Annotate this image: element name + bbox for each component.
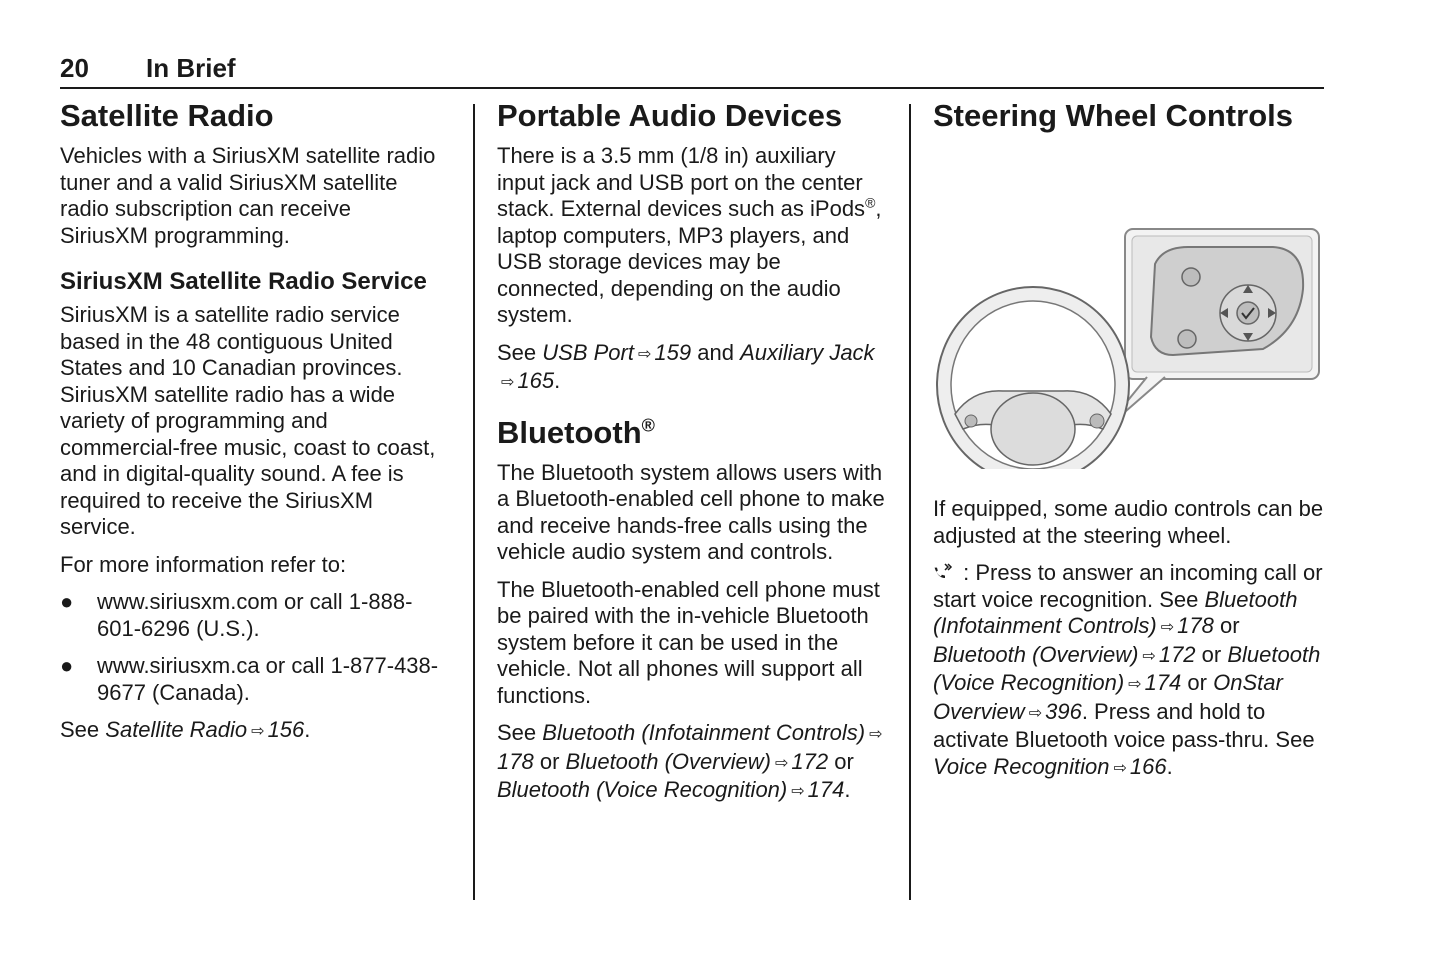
arrow-icon: ⇨ <box>1142 647 1156 665</box>
arrow-icon: ⇨ <box>869 726 883 743</box>
arrow-icon: ⇨ <box>1028 704 1043 722</box>
page-number: 20 <box>60 53 89 83</box>
column-divider <box>909 104 911 900</box>
heading-bluetooth: Bluetooth® <box>497 414 655 450</box>
check-icon <box>1237 302 1259 324</box>
reference-link[interactable]: Bluetooth (Infotainment Controls) <box>933 586 1298 638</box>
column-portable-audio <box>497 98 889 817</box>
paragraph: If equipped, some audio controls can be adjusted at the steering wheel. <box>933 496 1324 548</box>
bullet-icon: ● <box>60 653 74 678</box>
subheading-siriusxm-service: SiriusXM Satellite Radio Service <box>60 268 427 295</box>
arrow-icon: ⇨ <box>1160 619 1175 636</box>
page-ref[interactable]: 172 <box>791 748 829 774</box>
column-divider <box>473 104 475 900</box>
reference-link[interactable]: Auxiliary Jack <box>740 339 875 365</box>
heading-steering-wheel-controls: Steering Wheel Controls <box>933 98 1293 133</box>
page-ref[interactable]: 172 <box>1158 641 1196 667</box>
arrow-icon: ⇨ <box>1113 759 1127 777</box>
cross-reference: See USB Port ⇨ 159 and Auxiliary Jack⇨ 165. <box>497 340 889 397</box>
cross-reference: See Bluetooth (Infotainment Controls) ⇨178 or Bluetooth (Overview) ⇨ 172 or Bluetooth (Voice Recognition) ⇨ 174. <box>497 720 889 806</box>
cross-reference: See Satellite Radio ⇨ 156. <box>60 717 445 746</box>
reference-link[interactable]: Bluetooth (Overview) <box>565 748 771 774</box>
list-item <box>60 653 445 706</box>
arrow-icon: ⇨ <box>501 374 515 391</box>
airbag-hub <box>991 393 1075 465</box>
column-steering-wheel <box>933 98 1328 793</box>
registered-mark: ® <box>641 415 655 436</box>
paragraph: For more information refer to: <box>60 551 347 577</box>
paragraph: The Bluetooth-enabled cell phone must be paired with the in-vehicle Bluetooth system before it can be used in the vehicle. Not all phones will support all functions. <box>497 576 880 708</box>
arrow-icon: ⇨ <box>637 345 652 363</box>
column-satellite-radio <box>60 98 445 757</box>
reference-link[interactable]: Satellite Radio <box>105 717 248 742</box>
section-title: In Brief <box>146 53 236 83</box>
page-ref[interactable]: 166 <box>1129 753 1167 779</box>
page-header <box>60 53 1324 89</box>
reference-link[interactable]: Bluetooth (Voice Recognition) <box>497 777 788 802</box>
reference-link[interactable]: Bluetooth (Infotainment Controls) <box>542 720 866 745</box>
list-item-text: www.siriusxm.com or call 1-888-601-6296 (U.S.). <box>97 589 413 641</box>
paragraph: There is a 3.5 mm (1/8 in) auxiliary input jack and USB port on the center stack. External devices such as iPods®, laptop computers, MP3 players, and USB storage devices may be connected, depending on the audio system. <box>497 143 882 327</box>
page-ref[interactable]: 178 <box>1177 613 1214 638</box>
paragraph: The Bluetooth system allows users with a Bluetooth-enabled cell phone to make and receive hands-free calls using the vehicle audio system and controls. <box>497 459 885 564</box>
voice-button-icon <box>1182 268 1200 286</box>
paragraph: Vehicles with a SiriusXM satellite radio tuner and a valid SiriusXM satellite radio subscription can receive SiriusXM programming. <box>60 143 436 248</box>
page-ref[interactable]: 159 <box>654 339 692 365</box>
bullet-icon: ● <box>60 589 74 614</box>
page-ref[interactable]: 174 <box>807 777 845 802</box>
page-ref[interactable]: 396 <box>1045 698 1082 724</box>
list-item-text: www.siriusxm.ca or call 1-877-438-9677 (Canada). <box>97 653 439 705</box>
reference-link[interactable]: Bluetooth (Voice Recognition) <box>933 641 1321 695</box>
page-ref[interactable]: 174 <box>1144 670 1182 695</box>
arrow-icon: ⇨ <box>1128 676 1142 693</box>
reference-link[interactable]: USB Port <box>542 339 634 365</box>
paragraph: : Press to answer an incoming call or start voice recognition. See Bluetooth (Infotainment Controls) ⇨ 178 or Bluetooth (Overview) ⇨ 172 or Bluetooth (Voice Recognition) ⇨ 174 or OnStar Overview ⇨ 396. Press and hold to activate Bluetooth voice pass-thru. See Voice Recognition ⇨ 166. <box>933 560 1328 782</box>
voice-call-icon <box>933 562 953 582</box>
arrow-icon: ⇨ <box>251 723 265 740</box>
page-ref[interactable]: 156 <box>267 717 305 742</box>
arrow-icon: ⇨ <box>774 754 789 772</box>
reference-link[interactable]: Voice Recognition <box>933 753 1110 779</box>
paragraph: SiriusXM is a satellite radio service based in the 48 contiguous United States and 10 Canadian provinces. SiriusXM satellite radio has a wide variety of programming and commercial-free music, coast to coast, and in digital-quality sound. A fee is required to receive the SiriusXM service. <box>60 302 436 539</box>
heading-portable-audio: Portable Audio Devices <box>497 98 843 133</box>
heading-satellite-radio: Satellite Radio <box>60 98 274 133</box>
list-item <box>60 589 445 642</box>
page-ref[interactable]: 165 <box>517 368 555 393</box>
registered-mark: ® <box>865 194 876 211</box>
end-call-button-icon <box>1178 330 1196 348</box>
reference-link[interactable]: Bluetooth (Overview) <box>933 641 1139 667</box>
reference-link[interactable]: OnStar Overview <box>933 670 1283 724</box>
steering-wheel-illustration <box>933 159 1325 469</box>
page-ref[interactable]: 178 <box>497 748 534 774</box>
arrow-icon: ⇨ <box>791 783 805 800</box>
